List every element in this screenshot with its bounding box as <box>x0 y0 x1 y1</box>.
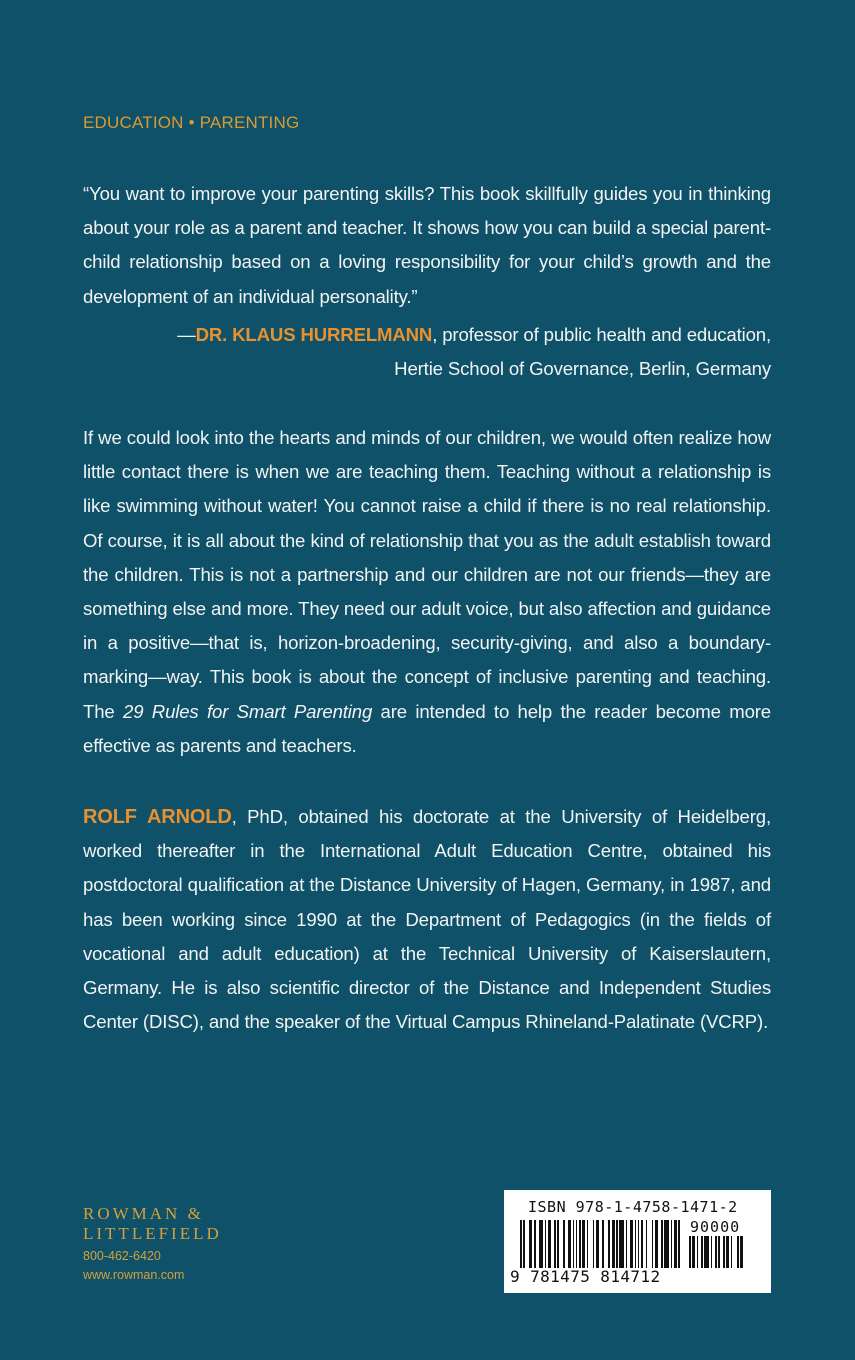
barcode-bar <box>678 1220 680 1268</box>
category-label: EDUCATION • PARENTING <box>83 113 300 132</box>
quote-author-title: , professor of public health and education, <box>432 324 771 345</box>
quote-author-affiliation: Hertie School of Governance, Berlin, Germany <box>394 358 771 380</box>
barcode-supplement-bars <box>689 1236 755 1268</box>
publisher-name-line2: LITTLEFIELD <box>83 1224 222 1243</box>
barcode-price-code: 90000 <box>690 1218 741 1236</box>
isbn-barcode <box>504 1190 771 1293</box>
description-book-title: 29 Rules for Smart Parenting <box>123 700 373 722</box>
description-text-before: If we could look into the hearts and minds of our children, we would often realize how little contact there is when we are teaching them. Teaching without a relationship is like swimming without water! You cannot raise a child if there is no real relationship. Of course, it is all about the kind of relationship that you as the adult establish toward the children. This is not a partnership and our children are not our friends—they are something else and more. They need our adult voice, but also affection and guidance in a positive—that is, horizon-broadening, security-giving, and also a boundary-marking—way. This book is about the concept of inclusive parenting and teaching. The <box>83 427 771 722</box>
publisher-website: www.rowman.com <box>83 1268 185 1282</box>
endorsement-quote: “You want to improve your parenting skills? This book skillfully guides you in thinking about your role as a parent and teacher. It shows how you can build a special parent-child relationship based on a loving responsibility for your child’s growth and the development of an individual personality.” <box>83 183 771 307</box>
author-bio <box>83 800 771 1039</box>
publisher-block <box>83 1204 222 1285</box>
barcode-main-bars <box>520 1220 680 1268</box>
book-description <box>83 421 771 763</box>
attribution-dash: — <box>177 324 196 345</box>
bio-text: , PhD, obtained his doctorate at the University of Heidelberg, worked thereafter in the International Adult Education Centre, obtained his postdoctoral qualification at the Distance University of Hagen, Germany, in 1987, and has been working since 1990 at the Department of Pedagogics (in the fields of vocational and adult education) at the Technical University of Kaiserslautern, Germany. He is also scientific director of the Distance and Independent Studies Center (DISC), and the speaker of the Virtual Campus Rhineland-Palatinate (VCRP). <box>83 806 771 1033</box>
publisher-phone: 800-462-6420 <box>83 1249 161 1263</box>
barcode-ean-digits: 9 781475 814712 <box>510 1267 661 1286</box>
quote-attribution <box>177 318 771 386</box>
bio-author-name: ROLF ARNOLD <box>83 806 232 828</box>
barcode-gap <box>743 1236 745 1268</box>
description-text-after: are intended to help the reader become more effective as parents and teachers. <box>83 700 771 756</box>
isbn-text: ISBN 978-1-4758-1471-2 <box>528 1198 738 1216</box>
publisher-name-line1: ROWMAN & <box>83 1204 204 1223</box>
quote-author-name: DR. KLAUS HURRELMANN <box>195 324 433 345</box>
